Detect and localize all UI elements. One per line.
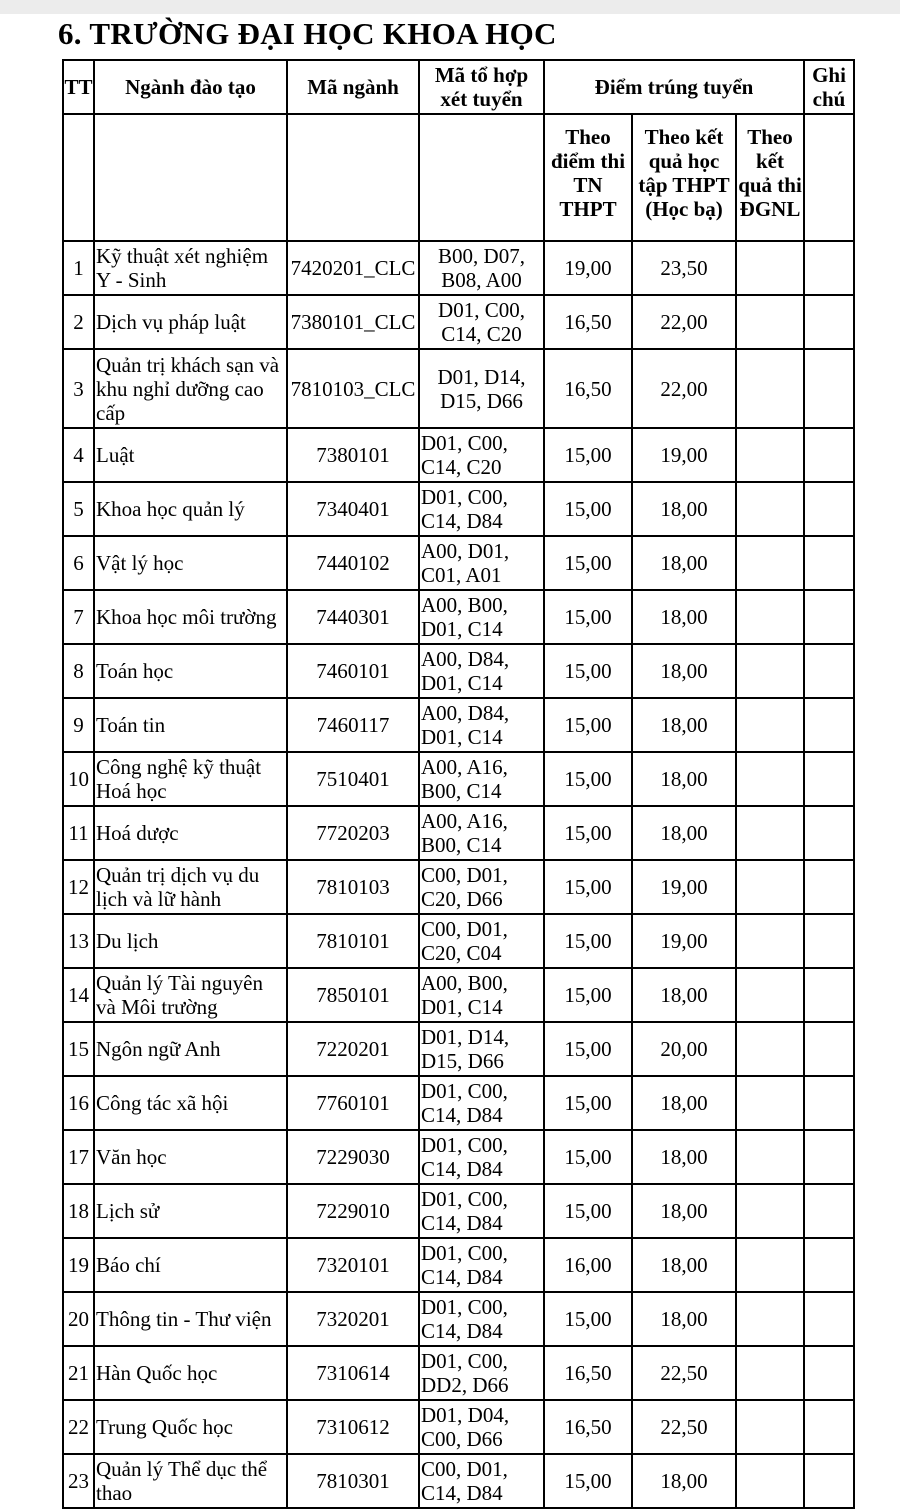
header-tt-blank — [63, 114, 94, 241]
table-row — [63, 536, 854, 590]
score-transcript-cell: 18,00 — [632, 752, 736, 806]
row-number-cell: 12 — [63, 860, 94, 914]
subject-combo-cell: A00, D84, D01, C14 — [419, 698, 544, 752]
header-major-name: Ngành đào tạo — [94, 60, 287, 114]
table-row — [63, 1130, 854, 1184]
major-code-cell: 7810301 — [287, 1454, 419, 1508]
subject-combo-cell: C00, D01, C20, D66 — [419, 860, 544, 914]
score-dgnl-cell — [736, 806, 804, 860]
score-dgnl-cell — [736, 752, 804, 806]
subject-combo-cell: D01, D04, C00, D66 — [419, 1400, 544, 1454]
score-dgnl-cell — [736, 1076, 804, 1130]
note-cell — [804, 644, 854, 698]
row-number-cell: 9 — [63, 698, 94, 752]
score-dgnl-cell — [736, 590, 804, 644]
score-transcript-cell: 18,00 — [632, 1454, 736, 1508]
score-exam-cell: 19,00 — [544, 241, 632, 295]
table-body — [63, 241, 854, 1508]
subject-combo-cell: D01, C00, C14, D84 — [419, 1130, 544, 1184]
note-cell — [804, 914, 854, 968]
major-name-cell: Hoá dược — [94, 806, 287, 860]
row-number-cell: 3 — [63, 349, 94, 428]
major-code-cell: 7320101 — [287, 1238, 419, 1292]
score-dgnl-cell — [736, 536, 804, 590]
major-code-cell: 7320201 — [287, 1292, 419, 1346]
page-title: 6. TRƯỜNG ĐẠI HỌC KHOA HỌC — [58, 16, 557, 51]
score-transcript-cell: 22,00 — [632, 295, 736, 349]
major-code-cell: 7810101 — [287, 914, 419, 968]
major-code-cell: 7440102 — [287, 536, 419, 590]
table-row — [63, 349, 854, 428]
note-cell — [804, 1022, 854, 1076]
note-cell — [804, 1076, 854, 1130]
subject-combo-cell: D01, C00, C14, D84 — [419, 1076, 544, 1130]
score-transcript-cell: 18,00 — [632, 1130, 736, 1184]
major-code-cell: 7229010 — [287, 1184, 419, 1238]
table-row — [63, 968, 854, 1022]
table-row — [63, 590, 854, 644]
score-exam-cell: 15,00 — [544, 806, 632, 860]
note-cell — [804, 806, 854, 860]
score-exam-cell: 15,00 — [544, 428, 632, 482]
score-exam-cell: 15,00 — [544, 1454, 632, 1508]
major-name-cell: Du lịch — [94, 914, 287, 968]
major-name-cell: Quản trị dịch vụ du lịch và lữ hành — [94, 860, 287, 914]
table-row — [63, 860, 854, 914]
major-name-cell: Quản lý Tài nguyên và Môi trường — [94, 968, 287, 1022]
note-cell — [804, 1292, 854, 1346]
note-cell — [804, 1454, 854, 1508]
score-transcript-cell: 20,00 — [632, 1022, 736, 1076]
row-number-cell: 1 — [63, 241, 94, 295]
score-exam-cell: 15,00 — [544, 1130, 632, 1184]
table-row — [63, 241, 854, 295]
note-cell — [804, 1238, 854, 1292]
admission-score-table — [62, 59, 855, 1509]
major-name-cell: Khoa học quản lý — [94, 482, 287, 536]
note-cell — [804, 482, 854, 536]
score-transcript-cell: 18,00 — [632, 1184, 736, 1238]
score-transcript-cell: 18,00 — [632, 644, 736, 698]
major-name-cell: Luật — [94, 428, 287, 482]
subject-combo-cell: D01, D14, D15, D66 — [419, 1022, 544, 1076]
score-dgnl-cell — [736, 1238, 804, 1292]
note-cell — [804, 295, 854, 349]
score-dgnl-cell — [736, 1454, 804, 1508]
table-row — [63, 1454, 854, 1508]
subject-combo-cell: A00, A16, B00, C14 — [419, 752, 544, 806]
row-number-cell: 11 — [63, 806, 94, 860]
score-dgnl-cell — [736, 1022, 804, 1076]
note-cell — [804, 1400, 854, 1454]
note-cell — [804, 1130, 854, 1184]
score-exam-cell: 16,50 — [544, 295, 632, 349]
major-name-cell: Dịch vụ pháp luật — [94, 295, 287, 349]
row-number-cell: 18 — [63, 1184, 94, 1238]
row-number-cell: 2 — [63, 295, 94, 349]
row-number-cell: 10 — [63, 752, 94, 806]
major-code-cell: 7380101_CLC — [287, 295, 419, 349]
score-dgnl-cell — [736, 349, 804, 428]
score-exam-cell: 15,00 — [544, 482, 632, 536]
major-code-cell: 7720203 — [287, 806, 419, 860]
major-code-cell: 7460117 — [287, 698, 419, 752]
header-combo-blank — [419, 114, 544, 241]
major-code-cell: 7340401 — [287, 482, 419, 536]
score-dgnl-cell — [736, 241, 804, 295]
major-code-cell: 7380101 — [287, 428, 419, 482]
row-number-cell: 22 — [63, 1400, 94, 1454]
row-number-cell: 16 — [63, 1076, 94, 1130]
note-cell — [804, 536, 854, 590]
score-transcript-cell: 18,00 — [632, 536, 736, 590]
score-transcript-cell: 22,50 — [632, 1400, 736, 1454]
page-top-strip — [0, 0, 900, 14]
table-row — [63, 752, 854, 806]
major-code-cell: 7310614 — [287, 1346, 419, 1400]
note-cell — [804, 590, 854, 644]
subject-combo-cell: D01, C00, C14, C20 — [419, 428, 544, 482]
note-cell — [804, 349, 854, 428]
row-number-cell: 13 — [63, 914, 94, 968]
score-dgnl-cell — [736, 644, 804, 698]
score-dgnl-cell — [736, 295, 804, 349]
subject-combo-cell: D01, D14, D15, D66 — [419, 349, 544, 428]
subject-combo-cell: A00, B00, D01, C14 — [419, 590, 544, 644]
row-number-cell: 20 — [63, 1292, 94, 1346]
major-code-cell: 7440301 — [287, 590, 419, 644]
score-exam-cell: 16,00 — [544, 1238, 632, 1292]
score-exam-cell: 15,00 — [544, 1076, 632, 1130]
header-score-exam: Theo điểm thi TN THPT — [544, 114, 632, 241]
note-cell — [804, 752, 854, 806]
header-score-dgnl: Theo kết quả thi ĐGNL — [736, 114, 804, 241]
score-transcript-cell: 18,00 — [632, 590, 736, 644]
score-dgnl-cell — [736, 968, 804, 1022]
note-cell — [804, 428, 854, 482]
score-exam-cell: 15,00 — [544, 536, 632, 590]
table-row — [63, 482, 854, 536]
major-name-cell: Báo chí — [94, 1238, 287, 1292]
header-note: Ghi chú — [804, 60, 854, 114]
row-number-cell: 23 — [63, 1454, 94, 1508]
score-dgnl-cell — [736, 428, 804, 482]
note-cell — [804, 968, 854, 1022]
score-transcript-cell: 18,00 — [632, 806, 736, 860]
score-dgnl-cell — [736, 698, 804, 752]
note-cell — [804, 1346, 854, 1400]
subject-combo-cell: D01, C00, C14, D84 — [419, 1184, 544, 1238]
score-transcript-cell: 22,00 — [632, 349, 736, 428]
major-name-cell: Quản lý Thể dục thể thao — [94, 1454, 287, 1508]
score-transcript-cell: 19,00 — [632, 428, 736, 482]
major-name-cell: Lịch sử — [94, 1184, 287, 1238]
subject-combo-cell: B00, D07, B08, A00 — [419, 241, 544, 295]
row-number-cell: 21 — [63, 1346, 94, 1400]
row-number-cell: 15 — [63, 1022, 94, 1076]
subject-combo-cell: C00, D01, C20, C04 — [419, 914, 544, 968]
score-transcript-cell: 18,00 — [632, 1076, 736, 1130]
score-exam-cell: 15,00 — [544, 752, 632, 806]
major-code-cell: 7510401 — [287, 752, 419, 806]
major-name-cell: Công tác xã hội — [94, 1076, 287, 1130]
major-code-cell: 7850101 — [287, 968, 419, 1022]
major-name-cell: Công nghệ kỹ thuật Hoá học — [94, 752, 287, 806]
subject-combo-cell: D01, C00, C14, D84 — [419, 1292, 544, 1346]
header-tt: TT — [63, 60, 94, 114]
score-exam-cell: 15,00 — [544, 914, 632, 968]
score-transcript-cell: 18,00 — [632, 968, 736, 1022]
major-code-cell: 7460101 — [287, 644, 419, 698]
table-row — [63, 806, 854, 860]
subject-combo-cell: C00, D01, C14, D84 — [419, 1454, 544, 1508]
major-code-cell: 7420201_CLC — [287, 241, 419, 295]
score-transcript-cell: 18,00 — [632, 482, 736, 536]
score-dgnl-cell — [736, 1346, 804, 1400]
score-exam-cell: 15,00 — [544, 698, 632, 752]
score-dgnl-cell — [736, 1184, 804, 1238]
score-exam-cell: 15,00 — [544, 644, 632, 698]
score-exam-cell: 15,00 — [544, 968, 632, 1022]
score-exam-cell: 16,50 — [544, 1346, 632, 1400]
table-row — [63, 1238, 854, 1292]
major-name-cell: Trung Quốc học — [94, 1400, 287, 1454]
major-name-cell: Thông tin - Thư viện — [94, 1292, 287, 1346]
major-name-cell: Toán học — [94, 644, 287, 698]
major-name-cell: Ngôn ngữ Anh — [94, 1022, 287, 1076]
table-row — [63, 295, 854, 349]
subject-combo-cell: A00, D01, C01, A01 — [419, 536, 544, 590]
major-code-cell: 7229030 — [287, 1130, 419, 1184]
note-cell — [804, 698, 854, 752]
major-name-cell: Kỹ thuật xét nghiệm Y - Sinh — [94, 241, 287, 295]
score-transcript-cell: 22,50 — [632, 1346, 736, 1400]
row-number-cell: 4 — [63, 428, 94, 482]
table-row — [63, 1400, 854, 1454]
major-name-cell: Vật lý học — [94, 536, 287, 590]
note-cell — [804, 860, 854, 914]
table-row — [63, 644, 854, 698]
major-code-cell: 7310612 — [287, 1400, 419, 1454]
header-admission-score: Điểm trúng tuyển — [544, 60, 804, 114]
score-exam-cell: 15,00 — [544, 1022, 632, 1076]
score-exam-cell: 15,00 — [544, 860, 632, 914]
header-major-code: Mã ngành — [287, 60, 419, 114]
major-code-cell: 7760101 — [287, 1076, 419, 1130]
score-dgnl-cell — [736, 1400, 804, 1454]
row-number-cell: 7 — [63, 590, 94, 644]
subject-combo-cell: A00, B00, D01, C14 — [419, 968, 544, 1022]
row-number-cell: 6 — [63, 536, 94, 590]
header-subject-combo: Mã tổ hợp xét tuyển — [419, 60, 544, 114]
major-name-cell: Hàn Quốc học — [94, 1346, 287, 1400]
header-note-blank — [804, 114, 854, 241]
score-dgnl-cell — [736, 482, 804, 536]
subject-combo-cell: A00, A16, B00, C14 — [419, 806, 544, 860]
subject-combo-cell: D01, C00, C14, D84 — [419, 482, 544, 536]
header-code-blank — [287, 114, 419, 241]
score-exam-cell: 16,50 — [544, 349, 632, 428]
score-exam-cell: 16,50 — [544, 1400, 632, 1454]
score-exam-cell: 15,00 — [544, 590, 632, 644]
score-transcript-cell: 18,00 — [632, 698, 736, 752]
table-row — [63, 1022, 854, 1076]
major-code-cell: 7810103_CLC — [287, 349, 419, 428]
table-row — [63, 1346, 854, 1400]
score-transcript-cell: 23,50 — [632, 241, 736, 295]
row-number-cell: 14 — [63, 968, 94, 1022]
score-dgnl-cell — [736, 1292, 804, 1346]
major-code-cell: 7220201 — [287, 1022, 419, 1076]
score-transcript-cell: 18,00 — [632, 1238, 736, 1292]
table-row — [63, 698, 854, 752]
table-row — [63, 914, 854, 968]
score-transcript-cell: 18,00 — [632, 1292, 736, 1346]
note-cell — [804, 241, 854, 295]
subject-combo-cell: D01, C00, C14, D84 — [419, 1238, 544, 1292]
row-number-cell: 8 — [63, 644, 94, 698]
table-row — [63, 428, 854, 482]
major-name-cell: Quản trị khách sạn và khu nghỉ dưỡng cao cấp — [94, 349, 287, 428]
table-row — [63, 1076, 854, 1130]
row-number-cell: 19 — [63, 1238, 94, 1292]
table-row — [63, 1184, 854, 1238]
score-dgnl-cell — [736, 1130, 804, 1184]
major-name-cell: Văn học — [94, 1130, 287, 1184]
score-exam-cell: 15,00 — [544, 1184, 632, 1238]
header-name-blank — [94, 114, 287, 241]
score-dgnl-cell — [736, 860, 804, 914]
score-transcript-cell: 19,00 — [632, 860, 736, 914]
table-row — [63, 1292, 854, 1346]
row-number-cell: 17 — [63, 1130, 94, 1184]
score-exam-cell: 15,00 — [544, 1292, 632, 1346]
subject-combo-cell: A00, D84, D01, C14 — [419, 644, 544, 698]
subject-combo-cell: D01, C00, DD2, D66 — [419, 1346, 544, 1400]
score-transcript-cell: 19,00 — [632, 914, 736, 968]
major-name-cell: Toán tin — [94, 698, 287, 752]
row-number-cell: 5 — [63, 482, 94, 536]
subject-combo-cell: D01, C00, C14, C20 — [419, 295, 544, 349]
note-cell — [804, 1184, 854, 1238]
major-name-cell: Khoa học môi trường — [94, 590, 287, 644]
major-code-cell: 7810103 — [287, 860, 419, 914]
score-dgnl-cell — [736, 914, 804, 968]
header-score-transcript: Theo kết quả học tập THPT (Học bạ) — [632, 114, 736, 241]
